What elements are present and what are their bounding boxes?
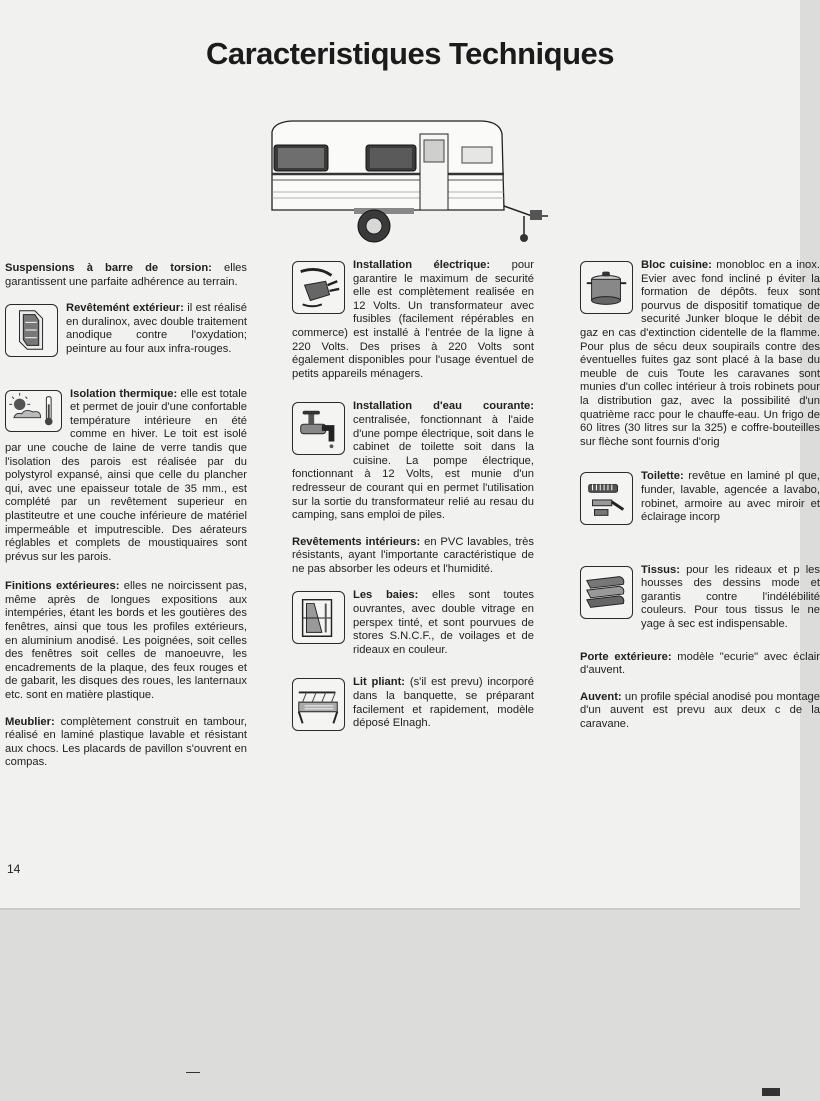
folding-bed-icon <box>292 678 345 731</box>
heading-electrique: Installation électrique: <box>353 259 491 271</box>
para-interieurs <box>292 536 534 577</box>
thermometer-sun-icon <box>5 390 62 432</box>
electric-plug-icon <box>292 261 345 314</box>
heading-eau: Installation d'eau courante: <box>353 400 534 413</box>
column-3 <box>580 259 820 745</box>
text-baies: elles sont toutes ouvrantes, avec double vitrage en perspex tinté, et sont pourvues de stores S.N.C.F., de voilages et de rideaux en couleur. <box>353 589 534 656</box>
page-title: Caracteristiques Techniques <box>205 36 614 71</box>
heading-finitions: Finitions extérieures: <box>5 580 120 593</box>
text-porte: modèle "ecurie" avec éclair d'auvent. <box>580 650 820 677</box>
para-toilette <box>580 470 820 524</box>
heading-auvent: Auvent: <box>580 690 622 703</box>
wall-section-icon <box>5 304 58 357</box>
para-meublier <box>5 716 247 770</box>
heading-toilette: Toilette: <box>641 470 684 483</box>
text-meublier: complètement construit en tambour, réalisé en laminé plastique lavable et résistant aux chocs. Les placards de pavillon s'ouvrent en compas. <box>5 715 247 769</box>
text-isolation: elle est totale et permet de jouir d'une confortable température intérieure en été comme en hiver. Le toit est isolé par une couche de laine de verre tandis que l'isolation des parois est réalisée par du polystyrol expansé, ainsi que celle du plancher qui, avec une epaisseur totale de 35 mm., est complété par un revêtement superieur en plastiteutre et une couche inférieure de matériel impermeáble et imputrescible. Des aérateurs réglables et complets de moustiquaires sont prévus sur les parois. <box>5 387 247 563</box>
column-1 <box>5 262 247 783</box>
para-suspensions <box>5 262 247 289</box>
heading-baies: Les baies: <box>353 589 419 602</box>
caravan-illustration <box>262 112 562 250</box>
para-baies <box>292 589 534 657</box>
heading-revetement: Revêtemént extérieur: <box>66 302 184 315</box>
text-auvent: un profile spécial anodisé pou montage d'un auvent est prevu aux deux c de la caravane. <box>580 690 820 731</box>
para-cuisine <box>580 259 820 449</box>
para-auvent <box>580 691 820 732</box>
heading-porte: Porte extérieure: <box>580 650 672 663</box>
heading-interieurs: Revêtements intérieurs: <box>292 535 421 548</box>
text-cuisine: monobloc en a inox. Evier avec fond incliné p éviter la formation de dépôts. feux sont pourvus de dispositif tomatique de securité Junker bloque le débit de gaz en cas d'extinction cidentelle de la flamme. Pour plus de sécu deux soupirails contre des éventuelles fuites gaz sont placé à la base du meuble de cuis Toute les caravanes sont munies d'un collec intérieur à trois robinets pour la distribution gaz, avec la possibilité d'un quatrième racc pour le chauffe-eau. Un frigo de 60 litres (30 litres sur la 325) e coffre-bouteilles sur flèche sont fournis d'orig <box>580 259 820 448</box>
text-interieurs: en PVC lavables, très résistants, ayant l'importante caractéristique de ne pas absorber les odeurs et l'humidité. <box>292 535 534 575</box>
text-electrique: pour garantire le maximum de securité elle est complètement realisée en 12 Volts. Un transformateur avec fusibles (facilement répérables en commerce) est installé à l'entrée de la ligne à 220 Volts. Des prises à 220 Volts sont également disponibles pour l'usage éventuel de petits appareils ménagers. <box>292 259 534 380</box>
text-lit: (s'il est prevu) incorporé dans la banquette, se préparant facilement et rapidement, modèle déposé Elnagh. <box>353 676 534 730</box>
water-tap-icon <box>292 402 345 455</box>
page-number: 14 <box>7 862 21 876</box>
heading-meublier: Meublier: <box>5 715 55 728</box>
scan-speck <box>186 1072 200 1073</box>
para-revetement <box>5 302 247 356</box>
text-finitions: elles ne noircissent pas, même après de longues expositions aux intempéries, étant les bords et les goutières des fenêtres, ainsi que tous les profiles extérieurs, en aluminium anodisé. Les poignées, soit celles des fenêtres soit celles de manoeuvre, les encadrements de la plaque, des feux rouges et de gabarit, les disques des roues, les lanternaux etc. sont en matière plastique. <box>5 580 247 702</box>
heading-cuisine: Bloc cuisine: <box>641 259 712 271</box>
para-eau <box>292 400 534 522</box>
text-eau: centralisée, fonctionnant à l'aide d'une pompe électrique, soit dans le cabinet de toilette soit dans la cuisine. La pompe électrique, fonctionnant à 12 Volts, est munie d'un redresseur de courant qui en permet l'utilisation sur la sortie du transformateur relié au resau du camping, sans emploi de piles. <box>292 413 534 522</box>
para-finitions <box>5 580 247 702</box>
heading-isolation: Isolation thermique: <box>70 387 178 400</box>
para-porte <box>580 651 820 678</box>
para-electrique <box>292 259 534 381</box>
cooking-pot-icon <box>580 261 633 314</box>
heading-tissus: Tissus: <box>641 563 680 576</box>
window-frame-icon <box>292 591 345 644</box>
para-lit <box>292 676 534 730</box>
column-2 <box>292 259 534 744</box>
text-suspensions: elles garantissent une parfaite adhérence au terrain. <box>5 262 247 288</box>
text-revetement: il est réalisé en duralinox, avec double traitement anodique contre l'oxydation; peinture au four aux infra-rouges. <box>66 302 247 355</box>
heading-lit: Lit pliant: <box>353 676 406 689</box>
toiletries-icon <box>580 472 633 525</box>
text-tissus: pour les rideaux et p les housses des dessins mode et garantis contre l'indélébilité couleurs. Pour tous tissus le ne yage à sec est indispensable. <box>641 563 820 631</box>
para-tissus <box>580 564 820 632</box>
page-edge <box>0 908 800 910</box>
text-toilette: revêtue en laminé pl que, funder, lavable, agencée a lavabo, robinet, armoire au avec miroir et éclairage incorp <box>641 470 820 524</box>
para-isolation <box>5 388 247 565</box>
fabric-rolls-icon <box>580 566 633 619</box>
heading-suspensions: Suspensions à barre de torsion: <box>5 262 212 274</box>
scan-speck-corner <box>762 1088 780 1096</box>
